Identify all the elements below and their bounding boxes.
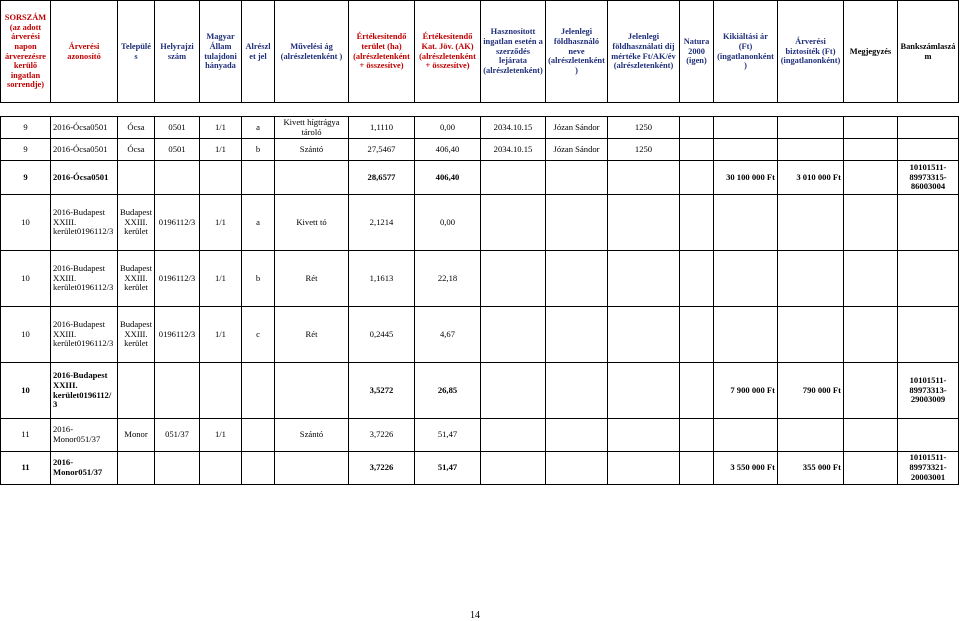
table-cell [481, 251, 546, 307]
table-cell [242, 419, 275, 452]
table-cell: Józan Sándor [546, 139, 608, 161]
table-cell [680, 251, 714, 307]
table-cell: 1/1 [200, 195, 242, 251]
table-cell [844, 251, 898, 307]
table-cell: 2016-Ócsa0501 [51, 139, 118, 161]
table-cell: 10101511-89973321-20003001 [898, 452, 959, 485]
table-cell [546, 307, 608, 363]
table-cell: 051/37 [155, 419, 200, 452]
table-cell: Ócsa [118, 117, 155, 139]
table-cell [714, 419, 778, 452]
table-cell [242, 161, 275, 195]
table-cell: 2016-Budapest XXIII. kerület0196112/3 [51, 251, 118, 307]
table-cell: a [242, 195, 275, 251]
table-cell [481, 307, 546, 363]
table-cell: 2016-Budapest XXIII. kerület0196112/3 [51, 363, 118, 419]
table-cell [118, 161, 155, 195]
table-cell: 355 000 Ft [778, 452, 844, 485]
col-kikialtasi-ar: Kikiáltási ár (Ft) (ingatlanonként) [714, 1, 778, 103]
table-cell [155, 452, 200, 485]
table-cell [200, 161, 242, 195]
table-cell: 790 000 Ft [778, 363, 844, 419]
table-cell [844, 195, 898, 251]
table-cell [481, 452, 546, 485]
col-kat-jov: Értékesítendő Kat. Jöv. (AK) (alrészletenként + összesítve) [415, 1, 481, 103]
col-arveresi-biztositek: Árverési biztosíték (Ft) (ingatlanonként) [778, 1, 844, 103]
table-cell [608, 161, 680, 195]
col-natura-2000: Natura 2000 (igen) [680, 1, 714, 103]
table-cell [608, 419, 680, 452]
table-cell [844, 363, 898, 419]
table-cell [898, 251, 959, 307]
table-cell: 0501 [155, 117, 200, 139]
table-cell [898, 139, 959, 161]
table-cell [608, 363, 680, 419]
table-cell: 4,67 [415, 307, 481, 363]
table-cell: 2016-Monor051/37 [51, 419, 118, 452]
table-cell: 2034.10.15 [481, 117, 546, 139]
table-cell: 0,00 [415, 117, 481, 139]
table-cell [680, 419, 714, 452]
col-terulet: Értékesítendő terület (ha) (alrészletenként + összesítve) [349, 1, 415, 103]
table-cell [844, 307, 898, 363]
col-helyrajzi-szam: Helyrajzi szám [155, 1, 200, 103]
table-cell [778, 307, 844, 363]
table-cell [844, 139, 898, 161]
header-row [1, 1, 959, 103]
table-cell [608, 251, 680, 307]
table-cell [714, 195, 778, 251]
table-cell: 10 [1, 363, 51, 419]
table-cell [481, 161, 546, 195]
table-cell [200, 363, 242, 419]
table-cell: 10 [1, 251, 51, 307]
table-cell [275, 161, 349, 195]
table-cell [546, 251, 608, 307]
table-row [1, 117, 959, 139]
table-cell: Szántó [275, 419, 349, 452]
table-cell: 2016-Budapest XXIII. kerület0196112/3 [51, 195, 118, 251]
col-arveresi-azonosito: Árverési azonosító [51, 1, 118, 103]
table-cell [118, 452, 155, 485]
table-cell: 11 [1, 452, 51, 485]
table-cell: 11 [1, 419, 51, 452]
table-cell [680, 307, 714, 363]
table-cell: 406,40 [415, 139, 481, 161]
table-row [1, 307, 959, 363]
table-cell: 2,1214 [349, 195, 415, 251]
table-cell: 0,2445 [349, 307, 415, 363]
table-cell [481, 195, 546, 251]
table-cell: 51,47 [415, 452, 481, 485]
table-cell [680, 161, 714, 195]
table-cell [608, 195, 680, 251]
table-cell: 3 550 000 Ft [714, 452, 778, 485]
table-cell [844, 452, 898, 485]
table-cell: 3,7226 [349, 452, 415, 485]
table-cell [844, 161, 898, 195]
table-cell: 0196112/3 [155, 251, 200, 307]
table-cell [778, 139, 844, 161]
page-number: 14 [470, 610, 480, 621]
table-cell [546, 363, 608, 419]
table-cell [680, 139, 714, 161]
table-cell: 406,40 [415, 161, 481, 195]
table-cell: 1,1110 [349, 117, 415, 139]
col-telepules: Település [118, 1, 155, 103]
table-cell: 10 [1, 307, 51, 363]
table-cell: Kivett tó [275, 195, 349, 251]
table-cell [898, 419, 959, 452]
table-cell [778, 117, 844, 139]
table-cell: 1/1 [200, 419, 242, 452]
table-cell: Budapest XXIII. kerület [118, 195, 155, 251]
table-cell: 30 100 000 Ft [714, 161, 778, 195]
table-cell [898, 195, 959, 251]
table-cell: b [242, 139, 275, 161]
table-cell: 0196112/3 [155, 195, 200, 251]
col-alreszlet-jel: Alrészlet jel [242, 1, 275, 103]
table-cell: 1250 [608, 117, 680, 139]
table-cell [481, 363, 546, 419]
table-cell: 1/1 [200, 139, 242, 161]
table-cell: 1/1 [200, 251, 242, 307]
table-cell [118, 363, 155, 419]
table-cell: 28,6577 [349, 161, 415, 195]
table-row [1, 419, 959, 452]
col-foldhasznalo: Jelenlegi földhasználó neve (alrészletenként) [546, 1, 608, 103]
table-cell [778, 251, 844, 307]
table-cell: c [242, 307, 275, 363]
col-bankszamlaszam: Bankszámlaszám [898, 1, 959, 103]
table-cell: Kivett hígtrágya tároló [275, 117, 349, 139]
table-cell [714, 117, 778, 139]
table-cell: 2016-Budapest XXIII. kerület0196112/3 [51, 307, 118, 363]
table-cell: 3 010 000 Ft [778, 161, 844, 195]
table-cell: 7 900 000 Ft [714, 363, 778, 419]
table-cell [546, 419, 608, 452]
col-szerzodes-lejarata: Hasznosított ingatlan esetén a szerződés lejárata (alrészletenként) [481, 1, 546, 103]
table-row [1, 139, 959, 161]
table-cell: 10101511-89973313-29003009 [898, 363, 959, 419]
col-megjegyzes: Megjegyzés [844, 1, 898, 103]
table-cell [680, 117, 714, 139]
table-cell [481, 419, 546, 452]
table-cell: Rét [275, 307, 349, 363]
table-cell [546, 161, 608, 195]
table-cell [546, 452, 608, 485]
table-row [1, 251, 959, 307]
table-cell [608, 307, 680, 363]
table-cell [714, 307, 778, 363]
table-cell: 9 [1, 117, 51, 139]
table-cell: 10101511-89973315-86003004 [898, 161, 959, 195]
table-cell: Szántó [275, 139, 349, 161]
table-cell [680, 363, 714, 419]
col-allam-hanyada: Magyar Állam tulajdoni hányada [200, 1, 242, 103]
table-row-total [1, 161, 959, 195]
header-spacer [1, 103, 959, 117]
table-cell [155, 363, 200, 419]
table-cell [844, 419, 898, 452]
table-cell [898, 117, 959, 139]
table-cell: 9 [1, 161, 51, 195]
table-cell: 2016-Monor051/37 [51, 452, 118, 485]
table-cell: 3,7226 [349, 419, 415, 452]
table-cell [844, 117, 898, 139]
table-cell [898, 307, 959, 363]
table-cell [714, 251, 778, 307]
table-cell: 0196112/3 [155, 307, 200, 363]
table-cell [546, 195, 608, 251]
table-cell: 26,85 [415, 363, 481, 419]
table-cell [242, 363, 275, 419]
table-cell: 51,47 [415, 419, 481, 452]
col-foldhasznalati-dij: Jelenlegi földhasználati díj mértéke Ft/AK/év (alrészletenként) [608, 1, 680, 103]
table-cell: 2016-Ócsa0501 [51, 117, 118, 139]
table-cell: Budapest XXIII. kerület [118, 251, 155, 307]
table-cell: 3,5272 [349, 363, 415, 419]
table-row [1, 195, 959, 251]
table-cell: Józan Sándor [546, 117, 608, 139]
table-cell: 2016-Ócsa0501 [51, 161, 118, 195]
table-cell [275, 363, 349, 419]
col-muvelesi-ag: Művelési ág (alrészletenként ) [275, 1, 349, 103]
table-cell: 9 [1, 139, 51, 161]
table-cell: Rét [275, 251, 349, 307]
table-cell: 1250 [608, 139, 680, 161]
table-cell: 1,1613 [349, 251, 415, 307]
table-cell: a [242, 117, 275, 139]
table-cell: 1/1 [200, 307, 242, 363]
table-cell [714, 139, 778, 161]
table-cell: Budapest XXIII. kerület [118, 307, 155, 363]
table-cell: Ócsa [118, 139, 155, 161]
table-cell: b [242, 251, 275, 307]
table-cell: 27,5467 [349, 139, 415, 161]
table-row-total [1, 452, 959, 485]
table-cell [275, 452, 349, 485]
table-body [1, 117, 959, 485]
table-cell [680, 452, 714, 485]
table-cell [680, 195, 714, 251]
table-cell [778, 419, 844, 452]
table-row-total [1, 363, 959, 419]
table-cell: 0,00 [415, 195, 481, 251]
table-cell [200, 452, 242, 485]
table-cell: Monor [118, 419, 155, 452]
table-cell: 10 [1, 195, 51, 251]
table-cell [608, 452, 680, 485]
table-cell: 1/1 [200, 117, 242, 139]
col-sorszam: SORSZÁM (az adott árverési napon árverezésre kerülő ingatlan sorrendje) [1, 1, 51, 103]
table-cell: 22,18 [415, 251, 481, 307]
table-cell: 2034.10.15 [481, 139, 546, 161]
table-cell: 0501 [155, 139, 200, 161]
table-cell [778, 195, 844, 251]
table-cell [242, 452, 275, 485]
table-cell [155, 161, 200, 195]
